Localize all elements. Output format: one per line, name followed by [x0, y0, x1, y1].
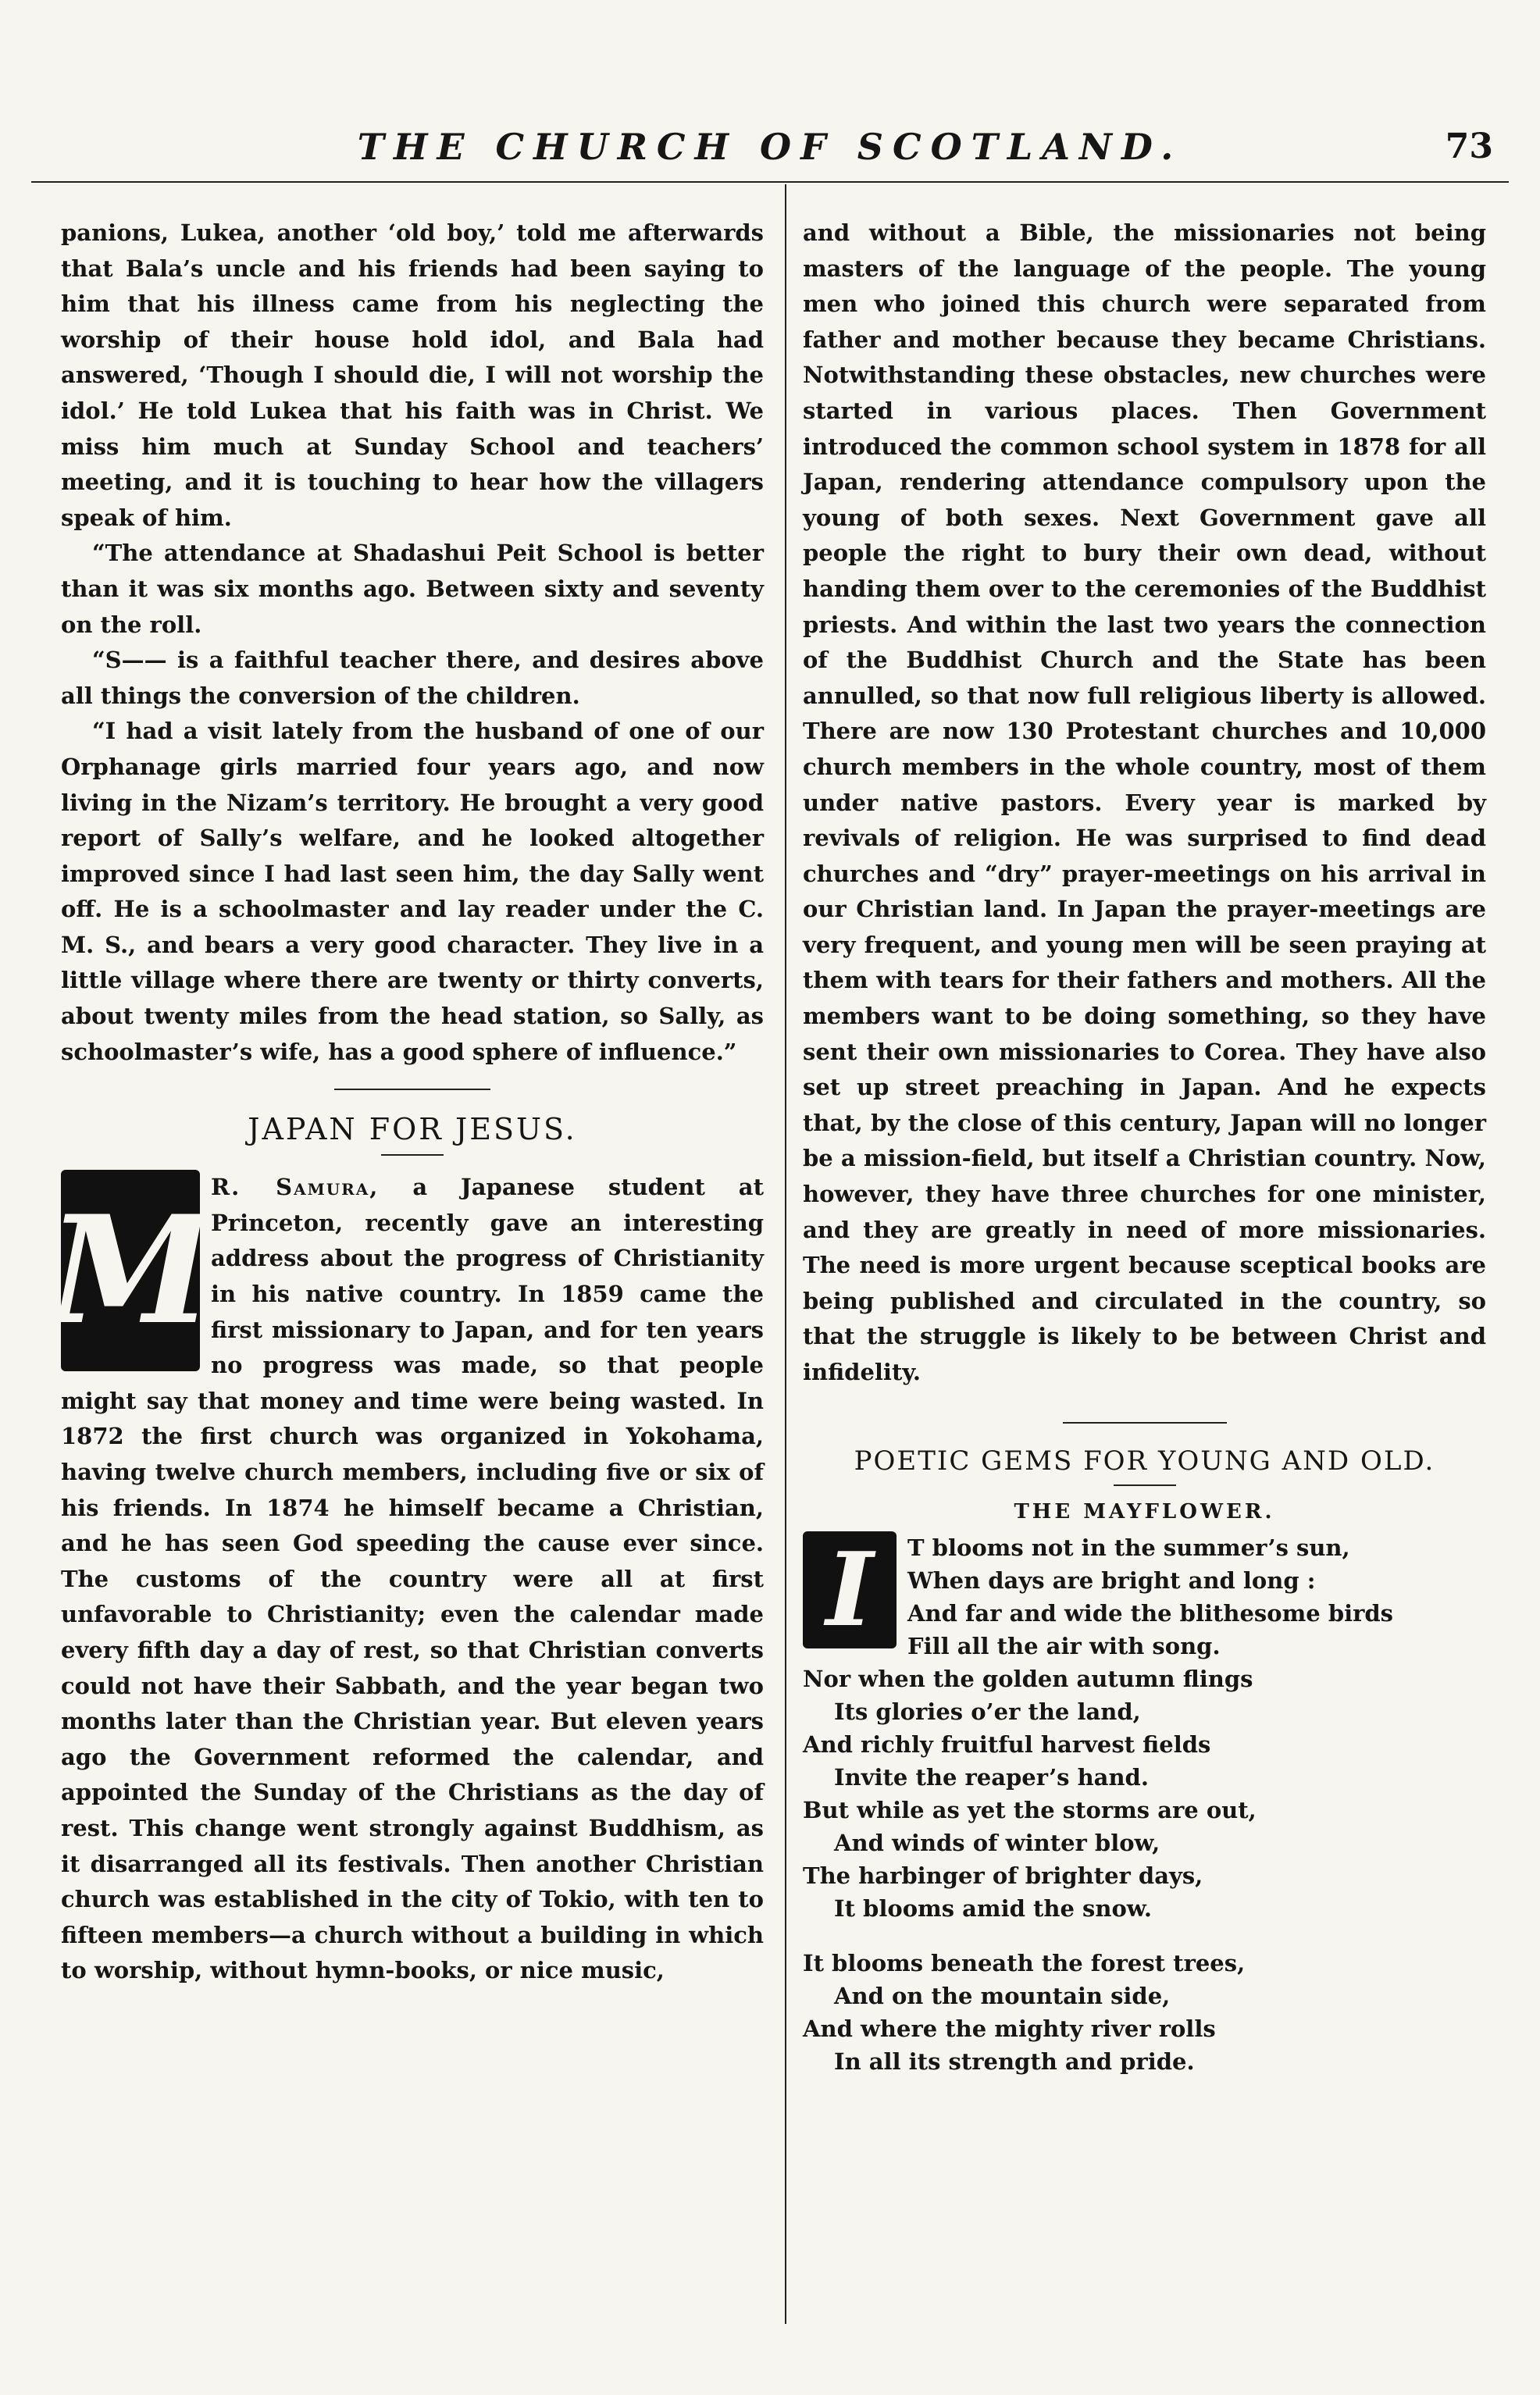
poem-line: And richly fruitful harvest fields: [803, 1730, 1211, 1758]
poem-line: And winds of winter blow,: [834, 1829, 1160, 1856]
poem-line: In all its strength and pride.: [834, 2048, 1195, 2075]
poem-line: When days are bright and long :: [907, 1566, 1316, 1594]
section-divider: [334, 1089, 490, 1090]
poem-line: Nor when the golden autumn flings: [803, 1665, 1253, 1692]
poem-line: Invite the reaper’s hand.: [834, 1763, 1149, 1791]
poem-line: T blooms not in the summer’s sun,: [907, 1534, 1350, 1561]
section-title: JAPAN FOR JESUS.: [248, 1112, 577, 1147]
poem-line: And far and wide the blithesome birds: [907, 1599, 1393, 1627]
paragraph: panions, Lukea, another ‘old boy,’ told me afterwards that Bala’s uncle and his friends had been saying to him that his illness came from his neglecting the worship of their house hold idol, and Bala had answered, ‘Though I should die, I will not worship the idol.’ He told Lukea that his faith was in Christ. We miss him much at Sunday School and teachers’ meeting, and it is touching to hear how the villagers speak of him.: [61, 219, 764, 531]
article-body: [48, 1170, 764, 1989]
continued-paragraph: and without a Bible, the missionaries not being masters of the language of the people. The young men who joined this church were separated from father and mother because they became Christians. Notwithstanding these obstacles, new churches were started in various places. Then Government introduced the common school system in 1878 for all Japan, rendering attendance compulsory upon the young of both sexes. Next Government gave all people the right to bury their own dead, without handing them over to the ceremonies of the Buddhist priests. And within the last two years the connection of the Buddhist Church and the State has been annulled, so that now full religious liberty is allowed. There are now 130 Protestant churches and 10,000 church members in the whole country, most of them under native pastors. Every year is marked by revivals of religion. He was surprised to find dead churches and “dry” prayer-meetings on his arrival in our Christian land. In Japan the prayer-meetings are very frequent, and young men will be seen praying at them with tears for their fathers and mothers. All the members want to be doing something, so they have sent their own missionaries to Corea. They have also set up street preaching in Japan. And he expects that, by the close of this century, Japan will no longer be a mission-field, but itself a Christian country. Now, however, they have three churches for one minister, and they are greatly in need of more missionaries. The need is more urgent because sceptical books are being published and circulated in the country, so that the struggle is likely to be between Christ and infidelity.: [803, 219, 1486, 1385]
poem-line: It blooms amid the snow.: [834, 1894, 1152, 1922]
paragraph: “S—— is a faithful teacher there, and desires above all things the conversion of the children.: [61, 647, 764, 709]
section-title: POETIC GEMS FOR YOUNG AND OLD.: [854, 1445, 1435, 1477]
running-title: THE CHURCH OF SCOTLAND.: [357, 126, 1183, 168]
column-divider: [785, 184, 786, 2324]
title-underline: [381, 1154, 444, 1156]
poem-line: It blooms beneath the forest trees,: [803, 1949, 1246, 1976]
section-divider: [1063, 1422, 1227, 1424]
poem-line: Fill all the air with song.: [907, 1632, 1221, 1659]
poem-line: And on the mountain side,: [834, 1982, 1171, 2009]
poem-stanza: [803, 1947, 1486, 2078]
ornamental-dropcap: I: [803, 1531, 897, 1648]
poem: [803, 1531, 1486, 2078]
poem-line: And where the mighty river rolls: [803, 2015, 1216, 2042]
right-column: [803, 216, 1486, 2100]
paragraph: “The attendance at Shadashui Peit School is better than it was six months ago. Between sixty and seventy on the roll.: [61, 540, 764, 638]
page-header: [31, 125, 1509, 172]
poem-title: THE MAYFLOWER.: [1014, 1499, 1275, 1524]
poem-stanza: [803, 1531, 1486, 1925]
poem-line: The harbinger of brighter days,: [803, 1862, 1203, 1889]
poem-line: Its glories o’er the land,: [834, 1698, 1141, 1725]
ornamental-dropcap: M: [61, 1170, 200, 1371]
title-underline: [1114, 1484, 1176, 1486]
left-column: [48, 216, 764, 1989]
paragraph: “I had a visit lately from the husband of one of our Orphanage girls married four years ago, and now living in the Nizam’s territory. He brought a very good report of Sally’s welfare, and he looked altogether improved since I had last seen him, the day Sally went off. He is a schoolmaster and lay reader under the C. M. S., and bears a very good character. They live in a little village where there are twenty or thirty converts, about twenty miles from the head station, so Sally, as schoolmaster’s wife, has a good sphere of influence.”: [61, 718, 764, 1065]
lead-smallcaps: R. Samura,: [211, 1174, 380, 1201]
article-text: a Japanese student at Princeton, recently gave an interesting address about the progress of Christianity in his native country. In 1859 came the first missionary to Japan, and for ten years no progress was made, so that people might say that money and time were being wasted. In 1872 the first church was organized in Yokohama, having twelve church members, including five or six of his friends. In 1874 he himself became a Christian, and he has seen God speeding the cause ever since. The customs of the country were all at first unfavorable to Christianity; even the calendar made every fifth day a day of rest, so that Christian converts could not have their Sabbath, and the year began two months later than the Christian year. But eleven years ago the Government reformed the calendar, and appointed the Sunday of the Christians as the day of rest. This change went strongly against Buddhism, as it disarranged all its festivals. Then another Christian church was established in the city of Tokio, with ten to fifteen members—a church without a building in which to worship, without hymn-books, or nice music,: [61, 1174, 764, 1984]
page-number: 73: [1445, 127, 1493, 166]
header-rule: [31, 181, 1509, 183]
poem-line: But while as yet the storms are out,: [803, 1796, 1257, 1823]
